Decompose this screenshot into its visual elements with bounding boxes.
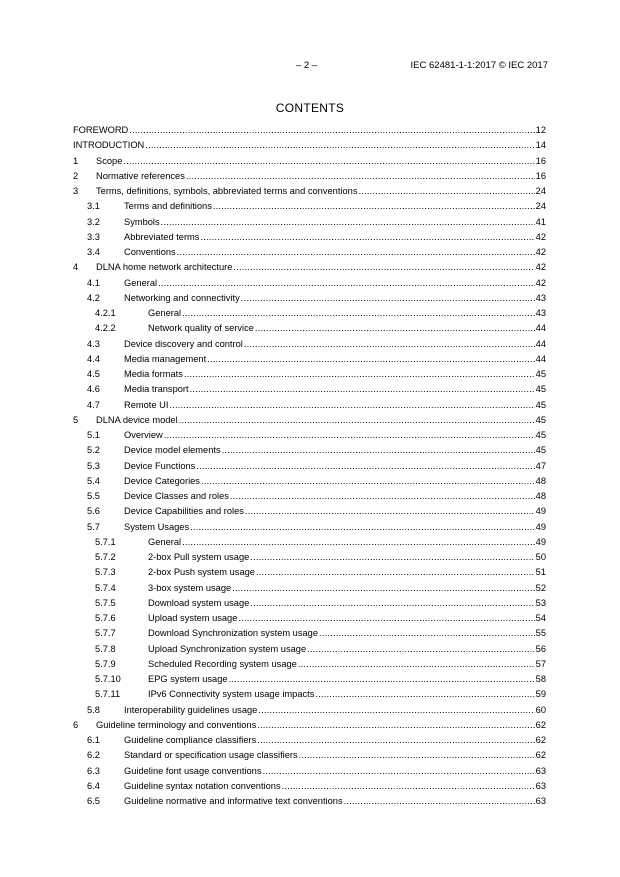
toc-entry-title: 3-box system usage: [148, 582, 232, 593]
toc-entry-title: Interoperability guidelines usage: [124, 704, 258, 715]
toc-leader-dots: [161, 217, 535, 227]
toc-entry-number: 4.1: [87, 277, 100, 288]
toc-entry-number: 2: [73, 170, 79, 181]
toc-entry-title: Device Classes and roles: [124, 491, 229, 501]
toc-leader-dots: [233, 262, 534, 272]
toc-entry-page: 63: [535, 796, 546, 806]
toc-entry-number: 4: [73, 262, 79, 273]
toc-entry-title: Terms and definitions: [124, 201, 212, 212]
toc-entry-page: 56: [535, 643, 546, 654]
toc-entry-number: 5.5: [87, 491, 100, 501]
toc-leader-dots: [241, 293, 535, 303]
toc-entry-number: 3.3: [87, 231, 100, 242]
toc-entry-title: Normative references: [96, 170, 185, 181]
toc-leader-dots: [315, 689, 534, 699]
toc-entry-title: Upload Synchronization system usage: [148, 643, 307, 654]
toc-entry[interactable]: [73, 278, 546, 293]
toc-entry-page: 43: [535, 292, 546, 303]
toc-entry-number: 6.3: [87, 765, 100, 776]
toc-leader-dots: [186, 171, 535, 181]
toc-entry-page: 62: [535, 735, 546, 745]
toc-entry[interactable]: [73, 308, 546, 323]
toc-entry[interactable]: [73, 430, 546, 445]
toc-entry-number: 5.7.1: [95, 536, 116, 547]
toc-entry-page: 48: [535, 475, 546, 486]
toc-entry-title: Device Capabilities and roles: [124, 506, 244, 517]
toc-leader-dots: [169, 400, 534, 410]
toc-entry-title: General: [148, 536, 182, 547]
toc-entry-title: DLNA home network architecture: [96, 262, 233, 273]
toc-entry-page: 44: [535, 353, 546, 364]
toc-entry-number: 4.2.2: [95, 323, 116, 334]
toc-entry-number: 4.5: [87, 369, 100, 379]
toc-entry-title: Device discovery and control: [124, 338, 243, 349]
toc-leader-dots: [182, 537, 535, 547]
toc-leader-dots: [298, 659, 535, 669]
toc-entry[interactable]: [73, 232, 546, 247]
toc-leader-dots: [190, 522, 535, 532]
toc-leader-dots: [344, 796, 535, 806]
toc-entry-page: 49: [535, 506, 546, 517]
toc-entry-title: Download Synchronization system usage: [148, 628, 319, 639]
toc-entry-title: General: [124, 277, 158, 288]
toc-entry-title: Guideline compliance classifiers: [124, 735, 257, 745]
toc-leader-dots: [258, 705, 534, 715]
toc-entry-number: 6.2: [87, 750, 100, 761]
toc-entry[interactable]: [73, 186, 546, 201]
toc-entry-number: 5.2: [87, 445, 100, 456]
toc-entry-page: 49: [535, 536, 546, 547]
toc-entry-number: 5: [73, 414, 79, 425]
toc-entry-number: 6.4: [87, 780, 100, 791]
toc-leader-dots: [358, 186, 534, 196]
toc-entry-title: Network quality of service: [148, 323, 254, 334]
toc-entry[interactable]: [73, 476, 546, 491]
toc-entry-title: General: [148, 308, 182, 318]
toc-entry-page: 45: [535, 445, 546, 456]
toc-leader-dots: [213, 201, 535, 211]
toc-entry-title: Device Categories: [124, 475, 200, 486]
toc-leader-dots: [190, 384, 535, 394]
toc-entry-page: 44: [535, 323, 546, 334]
toc-entry-page: 62: [535, 719, 546, 730]
toc-entry[interactable]: [73, 491, 546, 506]
toc-entry-title: Abbreviated terms: [124, 231, 200, 242]
toc-entry[interactable]: [73, 720, 546, 735]
toc-entry[interactable]: [73, 583, 546, 598]
toc-entry-number: 6.5: [87, 796, 100, 806]
table-of-contents: [73, 125, 546, 811]
toc-entry-page: 50: [535, 552, 546, 562]
toc-entry-page: 14: [535, 140, 546, 151]
toc-entry[interactable]: [73, 415, 546, 430]
toc-entry-page: 47: [535, 460, 546, 471]
toc-leader-dots: [282, 781, 535, 791]
toc-entry[interactable]: [73, 339, 546, 354]
toc-entry-page: 42: [535, 247, 546, 257]
toc-entry-title: DLNA device model: [96, 414, 178, 425]
toc-leader-dots: [256, 567, 535, 577]
toc-entry-number: 5.1: [87, 430, 100, 440]
toc-entry-title: Media transport: [124, 384, 189, 395]
toc-entry-title: Symbols: [124, 216, 160, 227]
toc-entry[interactable]: [73, 750, 546, 765]
standard-reference: IEC 62481-1-1:2017 © IEC 2017: [410, 60, 548, 71]
toc-leader-dots: [299, 750, 535, 760]
toc-entry-number: 5.7.10: [95, 674, 121, 684]
toc-entry-title: Device model elements: [124, 445, 221, 456]
toc-entry-page: 41: [535, 216, 546, 227]
toc-entry-title: Terms, definitions, symbols, abbreviated terms and conventions: [96, 186, 358, 196]
toc-entry[interactable]: [73, 674, 546, 689]
toc-entry[interactable]: [73, 644, 546, 659]
toc-entry-number: 5.7.6: [95, 613, 116, 623]
toc-entry[interactable]: [73, 735, 546, 750]
toc-entry[interactable]: [73, 689, 546, 704]
toc-entry-title: Networking and connectivity: [124, 292, 240, 303]
toc-entry-title: EPG system usage: [148, 674, 228, 684]
toc-leader-dots: [196, 461, 534, 471]
toc-entry[interactable]: [73, 796, 546, 811]
toc-entry-page: 24: [535, 201, 546, 212]
toc-leader-dots: [158, 278, 535, 288]
toc-entry-number: 4.4: [87, 353, 100, 364]
toc-entry-title: Guideline normative and informative text conventions: [124, 796, 343, 806]
toc-entry-number: 4.2: [87, 292, 100, 303]
toc-entry[interactable]: [73, 201, 546, 216]
toc-entry-page: 51: [535, 567, 546, 578]
toc-entry-page: 16: [535, 170, 546, 181]
toc-entry-page: 48: [535, 491, 546, 501]
toc-leader-dots: [182, 308, 535, 318]
toc-entry-number: 5.7: [87, 521, 100, 532]
toc-entry[interactable]: [73, 400, 546, 415]
toc-entry[interactable]: [73, 598, 546, 613]
toc-entry[interactable]: [73, 171, 546, 186]
toc-entry[interactable]: [73, 766, 546, 781]
toc-entry-page: 62: [535, 750, 546, 761]
toc-entry[interactable]: [73, 156, 546, 171]
toc-entry-number: 4.3: [87, 338, 100, 349]
toc-leader-dots: [207, 354, 534, 364]
toc-entry-number: 5.7.11: [95, 689, 121, 700]
toc-leader-dots: [177, 247, 535, 257]
toc-leader-dots: [232, 583, 534, 593]
toc-entry-number: 5.7.5: [95, 597, 116, 608]
toc-entry-title: Device Functions: [124, 460, 196, 471]
toc-leader-dots: [255, 323, 535, 333]
toc-leader-dots: [262, 766, 534, 776]
toc-entry-title: 2-box Push system usage: [148, 567, 255, 578]
toc-leader-dots: [164, 430, 535, 440]
toc-entry-number: 5.8: [87, 704, 100, 715]
toc-entry-number: 6: [73, 719, 79, 730]
toc-entry-title: Standard or specification usage classifiers: [124, 750, 298, 761]
toc-entry-page: 59: [535, 689, 546, 700]
toc-entry-page: 45: [535, 414, 546, 425]
toc-leader-dots: [201, 476, 535, 486]
toc-entry-number: 5.7.4: [95, 582, 116, 593]
toc-entry[interactable]: [73, 552, 546, 567]
toc-entry-number: 5.6: [87, 506, 100, 517]
toc-entry-number: 4.2.1: [95, 308, 116, 318]
toc-entry-page: 58: [535, 674, 546, 684]
toc-entry-number: 5.7.2: [95, 552, 116, 562]
toc-entry-page: 44: [535, 338, 546, 349]
toc-entry[interactable]: [73, 445, 546, 460]
toc-entry-page: 42: [535, 262, 546, 273]
toc-entry-page: 60: [535, 704, 546, 715]
toc-entry[interactable]: [73, 537, 546, 552]
toc-entry-page: 57: [535, 658, 546, 669]
toc-entry-number: 1: [73, 155, 79, 166]
toc-entry-title: Remote UI: [124, 399, 169, 410]
toc-entry-number: 6.1: [87, 735, 100, 745]
toc-entry-number: 5.7.7: [95, 628, 116, 639]
page-number: – 2 –: [296, 60, 318, 71]
toc-entry-page: 63: [535, 765, 546, 776]
toc-entry[interactable]: [73, 217, 546, 232]
toc-entry[interactable]: [73, 293, 546, 308]
toc-leader-dots: [129, 125, 534, 135]
toc-entry[interactable]: [73, 262, 546, 277]
toc-leader-dots: [184, 369, 535, 379]
toc-entry-number: 3.1: [87, 201, 100, 212]
toc-entry-page: 42: [535, 231, 546, 242]
toc-entry-number: 4.7: [87, 399, 100, 410]
toc-entry[interactable]: [73, 354, 546, 369]
toc-entry[interactable]: [73, 461, 546, 476]
toc-entry-page: 52: [535, 582, 546, 593]
toc-entry-page: 63: [535, 780, 546, 791]
toc-leader-dots: [257, 720, 534, 730]
toc-leader-dots: [245, 506, 535, 516]
toc-leader-dots: [238, 613, 534, 623]
toc-leader-dots: [250, 552, 534, 562]
toc-entry-title: IPv6 Connectivity system usage impacts: [148, 689, 315, 700]
toc-entry-number: 4.6: [87, 384, 100, 395]
toc-entry-page: 55: [535, 628, 546, 639]
toc-entry-number: 3.4: [87, 247, 100, 257]
toc-leader-dots: [145, 140, 534, 150]
toc-entry-title: Upload system usage: [148, 613, 238, 623]
toc-leader-dots: [319, 628, 535, 638]
toc-entry-page: 43: [535, 308, 546, 318]
toc-entry[interactable]: [73, 628, 546, 643]
toc-entry-page: 49: [535, 521, 546, 532]
toc-entry-number: 5.3: [87, 460, 100, 471]
toc-leader-dots: [257, 735, 534, 745]
toc-entry-title: System Usages: [124, 521, 190, 532]
toc-leader-dots: [200, 232, 534, 242]
toc-entry-page: 12: [535, 125, 546, 135]
toc-entry-page: 45: [535, 430, 546, 440]
toc-entry-page: 42: [535, 277, 546, 288]
toc-entry[interactable]: [73, 506, 546, 521]
toc-entry-title: FOREWORD: [73, 125, 129, 135]
toc-entry[interactable]: [73, 659, 546, 674]
contents-heading: CONTENTS: [275, 101, 345, 115]
toc-entry[interactable]: [73, 522, 546, 537]
toc-leader-dots: [123, 156, 534, 166]
toc-entry-page: 16: [535, 155, 546, 166]
toc-entry-number: 5.7.3: [95, 567, 116, 578]
toc-entry[interactable]: [73, 384, 546, 399]
toc-entry-title: Overview: [124, 430, 163, 440]
toc-entry[interactable]: [73, 247, 546, 262]
toc-entry[interactable]: [73, 140, 546, 155]
toc-entry-page: 54: [535, 613, 546, 623]
toc-entry[interactable]: [73, 125, 546, 140]
toc-entry-page: 24: [535, 186, 546, 196]
toc-entry[interactable]: [73, 323, 546, 338]
toc-leader-dots: [229, 674, 535, 684]
toc-entry-title: Media formats: [124, 369, 183, 379]
toc-leader-dots: [179, 415, 535, 425]
toc-entry-number: 3.2: [87, 216, 100, 227]
toc-entry-page: 45: [535, 399, 546, 410]
toc-entry-title: Media management: [124, 353, 207, 364]
toc-entry-page: 45: [535, 384, 546, 395]
toc-entry[interactable]: [73, 567, 546, 582]
toc-entry-number: 3: [73, 186, 79, 196]
toc-entry-title: Guideline terminology and conventions: [96, 719, 257, 730]
toc-entry-title: 2-box Pull system usage: [148, 552, 250, 562]
toc-entry-title: INTRODUCTION: [73, 140, 145, 151]
toc-leader-dots: [230, 491, 535, 501]
toc-entry-page: 45: [535, 369, 546, 379]
toc-entry-number: 5.7.8: [95, 643, 116, 654]
toc-leader-dots: [244, 339, 535, 349]
toc-entry-title: Scheduled Recording system usage: [148, 658, 297, 669]
toc-entry-title: Conventions: [124, 247, 176, 257]
toc-entry-title: Guideline font usage conventions: [124, 765, 262, 776]
toc-entry[interactable]: [73, 613, 546, 628]
toc-leader-dots: [250, 598, 534, 608]
toc-entry[interactable]: [73, 705, 546, 720]
toc-entry-page: 53: [535, 597, 546, 608]
toc-entry[interactable]: [73, 781, 546, 796]
toc-entry-title: Download system usage: [148, 597, 250, 608]
toc-entry-number: 5.7.9: [95, 658, 116, 669]
toc-leader-dots: [307, 644, 535, 654]
toc-leader-dots: [222, 445, 535, 455]
toc-entry-title: Guideline syntax notation conventions: [124, 780, 281, 791]
toc-entry[interactable]: [73, 369, 546, 384]
toc-entry-title: Scope: [96, 155, 123, 166]
toc-entry-number: 5.4: [87, 475, 100, 486]
